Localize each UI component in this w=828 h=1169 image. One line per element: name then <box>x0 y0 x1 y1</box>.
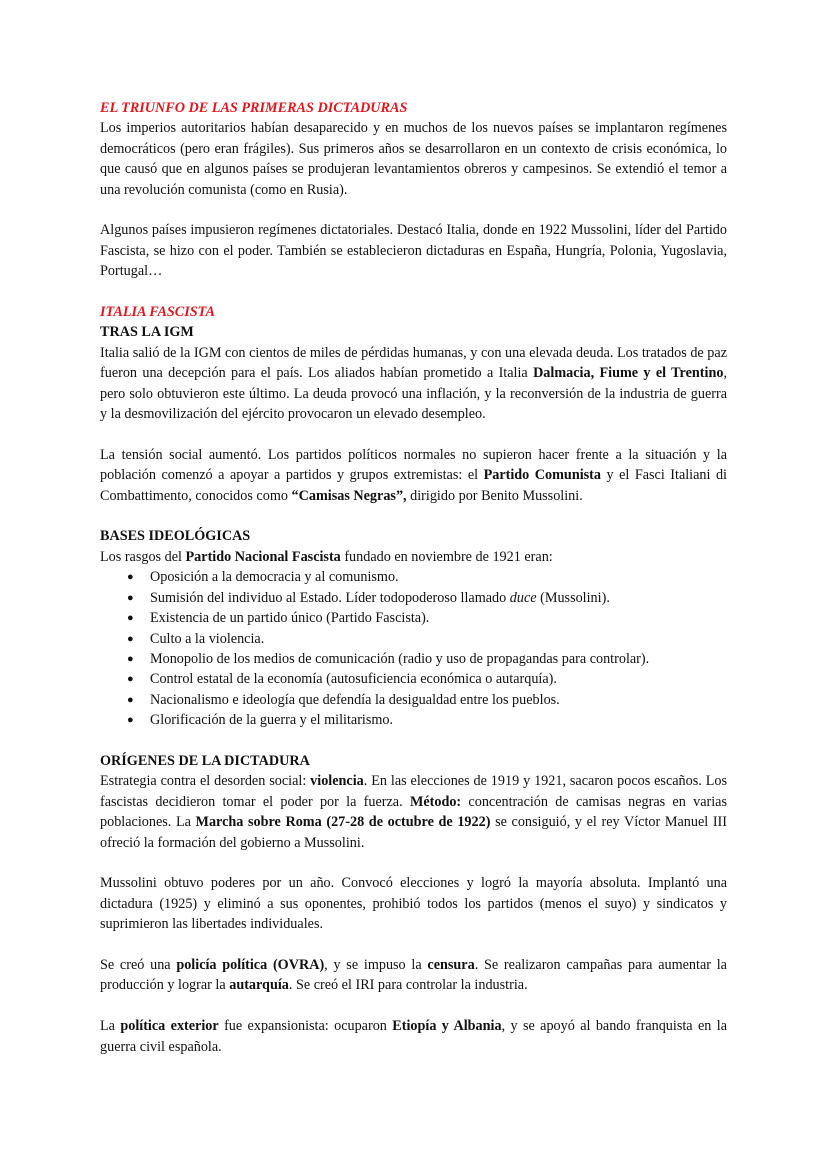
bullet-icon: ● <box>127 652 134 665</box>
subheading-tras-igm: TRAS LA IGM <box>100 324 194 341</box>
bullet-icon: ● <box>127 673 134 686</box>
paragraph: Mussolini obtuvo poderes por un año. Convocó elecciones y logró la mayoría absoluta. Implantó una dictadura (1925) y eliminó a sus oponentes, prohibió todos los partidos (menos el suyo) y sindicatos y suprimieron las libertades individuales. <box>100 875 727 933</box>
bullet-icon: ● <box>127 612 134 625</box>
section-title-italia: ITALIA FASCISTA <box>100 304 216 321</box>
bullet-icon: ● <box>127 714 134 727</box>
paragraph: Estrategia contra el desorden social: violencia. En las elecciones de 1919 y 1921, sacaron pocos escaños. Los fascistas decidieron tomar el poder por la fuerza. Método: concentración de camisas negras en varias poblaciones. La Marcha sobre Roma (27-28 de octubre de 1922) se consiguió, y el rey Víctor Manuel III ofreció la formación del gobierno a Mussolini. <box>100 773 728 851</box>
paragraph: La tensión social aumentó. Los partidos políticos normales no supieron hacer frente a la situación y la población comenzó a apoyar a partidos y grupos extremistas: el Partido Comunista y el Fasci Italiani di Combattimento, conocidos como “Camisas Negras”, dirigido por Benito Mussolini. <box>100 446 727 504</box>
paragraph: Los rasgos del Partido Nacional Fascista fundado en noviembre de 1921 eran: <box>100 548 553 565</box>
paragraph: Se creó una policía política (OVRA), y se impuso la censura. Se realizaron campañas para aumentar la producción y lograr la autarquía. Se creó el IRI para controlar la industria. <box>100 956 727 994</box>
list-item: ● Glorificación de la guerra y el militarismo. <box>100 710 727 730</box>
paragraph: La política exterior fue expansionista: ocuparon Etiopía y Albania, y se apoyó al bando franquista en la guerra civil española. <box>100 1018 727 1055</box>
bullet-list <box>100 567 727 730</box>
list-item: ● Monopolio de los medios de comunicación (radio y uso de propagandas para controlar). <box>100 649 727 669</box>
bullet-icon: ● <box>127 632 134 645</box>
list-item: ● Control estatal de la economía (autosuficiencia económica o autarquía). <box>100 669 727 689</box>
paragraph: Los imperios autoritarios habían desaparecido y en muchos de los nuevos países se implantaron regímenes democráticos (pero eran frágiles). Sus primeros años se desarrollaron en un contexto de crisis económica, lo que causó que en algunos países se produjeran levantamientos obreros y campesinos. Se extendió el temor a una revolución comunista (como en Rusia). <box>100 120 727 198</box>
paragraph: Algunos países impusieron regímenes dictatoriales. Destacó Italia, donde en 1922 Mussolini, líder del Partido Fascista, se hizo con el poder. También se establecieron dictaduras en España, Hungría, Polonia, Yugoslavia, Portugal… <box>100 222 727 280</box>
list-item: ● Oposición a la democracia y al comunismo. <box>100 567 727 587</box>
list-item: ● Sumisión del individuo al Estado. Líder todopoderoso llamado duce (Mussolini). <box>100 588 727 608</box>
list-item: ● Existencia de un partido único (Partido Fascista). <box>100 608 727 628</box>
list-item: ● Nacionalismo e ideología que defendía la desigualdad entre los pueblos. <box>100 690 727 710</box>
subheading-origenes: ORÍGENES DE LA DICTADURA <box>100 752 310 769</box>
bullet-icon: ● <box>127 693 134 706</box>
subheading-bases: BASES IDEOLÓGICAS <box>100 528 251 545</box>
paragraph: Italia salió de la IGM con cientos de miles de pérdidas humanas, y con una elevada deuda. Los tratados de paz fueron una decepción para el país. Los aliados habían prometido a Italia Dalmacia, Fiume y el Trentino, pero solo obtuvieron este último. La deuda provocó una inflación, y la reconversión de la industria de guerra y la desmovilización del ejército provocaron un elevado desempleo. <box>100 344 727 423</box>
bullet-icon: ● <box>127 571 134 584</box>
document-page <box>100 98 727 1057</box>
section-title-dictaduras: EL TRIUNFO DE LAS PRIMERAS DICTADURAS <box>100 100 408 116</box>
bullet-icon: ● <box>127 591 134 604</box>
list-item: ● Culto a la violencia. <box>100 629 727 649</box>
